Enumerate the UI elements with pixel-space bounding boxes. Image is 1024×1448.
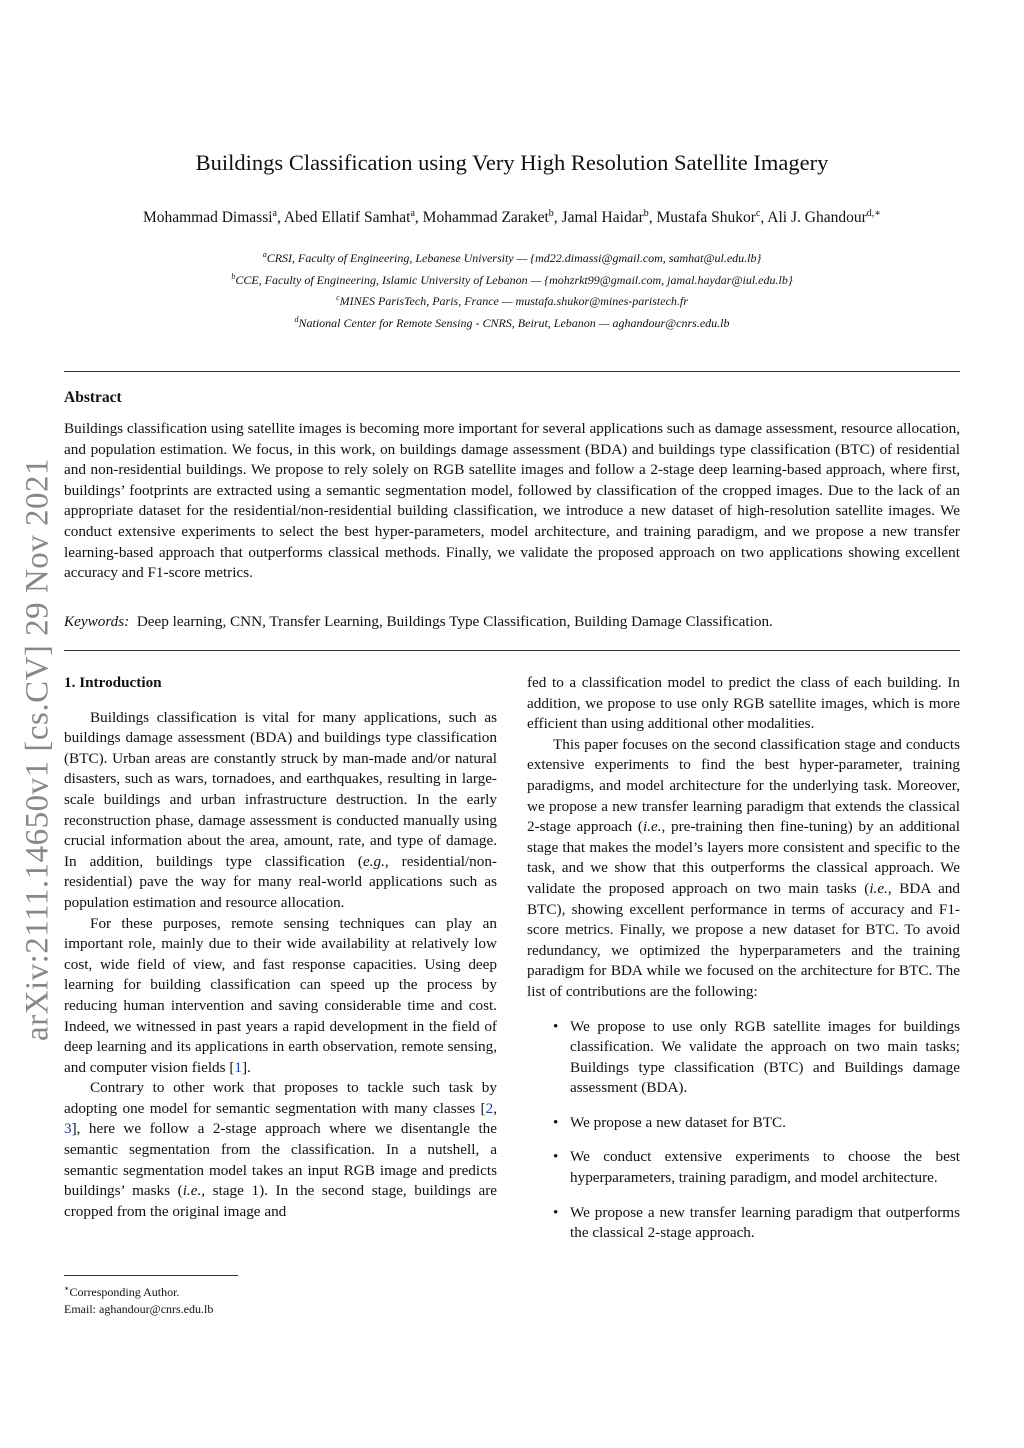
affiliation xyxy=(64,289,960,311)
affiliation-text: National Center for Remote Sensing - CNRS, Beirut, Lebanon — aghandour@cnrs.edu.lb xyxy=(298,315,730,330)
author-sup: d,∗ xyxy=(866,208,882,219)
paragraph: This paper focuses on the second classification stage and conducts extensive experiments to find the best hyper-parameter, training paradigms, and model architecture for the underlying task. Moreover, we propose a new transfer learning paradigm that extends the classical 2-stage approach (i.e., pre-training then fine-tuning) by an additional stage that makes the model’s layers more consistent and specific to the task, and we show that this outperforms the classical approach. We validate the proposed approach on two main tasks (i.e., BDA and BTC), showing excellent performance in terms of accuracy and F1-score metrics. Finally, we propose a new dataset for BTC. To avoid redundancy, we optimized the hyperparameters and the training paradigm for BDA while we focused on the architecture for BTC. The list of contributions are the following: xyxy=(527,735,960,1000)
author: Ali J. Ghandour xyxy=(767,209,867,227)
affiliation-sup: a xyxy=(262,250,267,259)
abstract-top-rule xyxy=(64,371,960,372)
paragraph: fed to a classification model to predict the class of each building. In addition, we propose to use only RGB satellite images, which is more efficient than using additional other modalities. xyxy=(527,674,960,733)
affiliation-sup: c xyxy=(336,293,340,302)
author-list: Mohammad Dimassi$^a$, Abed Ellatif Samhat$^a$, Mohammad Zaraket$^b$, Jamal Haidar$^b$, Mustafa Shukor$^c$, Ali J. Ghandour$^{d,∗}$ xyxy=(142,208,882,227)
contribution-list xyxy=(527,1017,960,1244)
author-sup: c xyxy=(755,208,761,219)
bullet-icon: • xyxy=(553,1148,559,1166)
keywords-text: Deep learning, CNN, Transfer Learning, Buildings Type Classification, Building Damage Classification. xyxy=(136,613,773,630)
footnote-email: Email: aghandour@cnrs.edu.lb xyxy=(64,1302,214,1316)
citation-link[interactable]: 2 xyxy=(485,1099,494,1117)
arxiv-stamp: arXiv:2111.14650v1 [cs.CV] 29 Nov 2021 xyxy=(19,458,56,1042)
bullet-icon: • xyxy=(553,1203,559,1221)
list-item: • We propose to use only RGB satellite images for buildings classification. We validate the approach on two main tasks; Buildings type classification (BTC) and Buildings damage assessment (BDA). xyxy=(553,1017,960,1097)
author: Mustafa Shukor xyxy=(656,209,756,227)
bullet-icon: • xyxy=(553,1113,559,1131)
abstract-heading: Abstract xyxy=(64,389,122,406)
author: Abed Ellatif Samhat xyxy=(283,209,411,227)
author: Jamal Haidar xyxy=(561,209,644,227)
author-sup: b xyxy=(643,208,649,219)
citation-link[interactable]: 3 xyxy=(64,1120,72,1138)
affiliation-text: MINES ParisTech, Paris, France — mustafa.shukor@mines-paristech.fr xyxy=(339,294,688,308)
keywords xyxy=(64,613,960,631)
affiliation-sup: b xyxy=(231,271,236,281)
paragraph: Contrary to other work that proposes to tackle such task by adopting one model for semantic segmentation with many classes [2, 3], here we follow a 2-stage approach where we disentangle the semantic segmentation from the classification. In a nutshell, a semantic segmentation model takes an input RGB image and predicts buildings’ masks (i.e., stage 1). In the second stage, buildings are cropped from the original image and xyxy=(64,1079,497,1220)
paragraph: Buildings classification is vital for many applications, such as buildings damage assessment (BDA) and buildings type classification (BTC). Urban areas are constantly struck by man-made and/or natural disasters, such as wars, tornadoes, and earthquakes, resulting in large-scale buildings and urban infrastructure destruction. In the early reconstruction phase, damage assessment is conducted manually using crucial information about the area, amount, rate, and type of damage. In addition, buildings type classification (e.g., residential/non-residential) pave the way for many real-world applications such as population estimation and resource allocation. xyxy=(64,708,497,911)
section-heading: 1. Introduction xyxy=(64,674,162,691)
author-sup: b xyxy=(548,208,554,219)
paragraph: For these purposes, remote sensing techniques can play an important role, mainly due to their wide availability at relatively low cost, wide field of view, and fast response capacities. Using deep learning for building classification can speed up the process by reducing human intervention and saving considerable time and cost. Indeed, we witnessed in past years a rapid development in the field of deep learning and its applications in earth observation, remote sensing, and computer vision fields [1]. xyxy=(64,914,497,1076)
footnote-rule xyxy=(64,1275,238,1276)
affiliation xyxy=(64,268,960,290)
left-column xyxy=(64,673,497,1222)
footnote xyxy=(64,1280,213,1318)
paper-title: Buildings Classification using Very High Resolution Satellite Imagery xyxy=(195,150,829,175)
bullet-icon: • xyxy=(553,1017,559,1035)
corresponding-author-note: ∗Corresponding Author. xyxy=(64,1284,180,1299)
keywords-label: Keywords: xyxy=(64,613,130,630)
affiliation-text: CRSI, Faculty of Engineering, Lebanese University — {md22.dimassi@gmail.com, samhat@ul.edu.lb} xyxy=(266,251,762,265)
list-item: • We conduct extensive experiments to choose the best hyperparameters, training paradigm, and model architecture. xyxy=(553,1148,960,1187)
author-sup: a xyxy=(272,208,277,219)
affiliation-text: CCE, Faculty of Engineering, Islamic University of Lebanon — {mohzrkt99@gmail.com, jamal.haydar@iul.edu.lb} xyxy=(235,272,793,287)
affiliation xyxy=(64,246,960,268)
right-column xyxy=(527,673,960,1258)
affiliation-sup: d xyxy=(294,314,299,324)
list-item: • We propose a new transfer learning paradigm that outperforms the classical 2-stage approach. xyxy=(553,1203,960,1242)
affiliation xyxy=(64,311,960,333)
abstract-text: Buildings classification using satellite images is becoming more important for several applications such as damage assessment, resource allocation, and population estimation. We focus, in this work, on buildings damage assessment (BDA) and buildings type classification (BTC) of residential and non-residential buildings. We propose to rely solely on RGB satellite images and follow a 2-stage deep learning-based approach, where first, buildings’ footprints are extracted using a semantic segmentation model, followed by classification of the cropped images. Due to the lack of an appropriate dataset for the residential/non-residential building classification, we introduce a new dataset of high-resolution satellite images. We conduct extensive experiments to select the best hyper-parameters, model architecture, and training paradigm, and we propose a new transfer learning-based approach that outperforms classical methods. Finally, we validate the proposed approach on two applications showing excellent accuracy and F1-score metrics. xyxy=(64,420,960,582)
list-item: • We propose a new dataset for BTC. xyxy=(527,1113,960,1134)
author: Mohammad Dimassi xyxy=(142,209,273,227)
author-sup: a xyxy=(410,208,415,219)
abstract-bottom-rule xyxy=(64,650,960,651)
affiliations xyxy=(64,246,960,332)
citation-link[interactable]: 1 xyxy=(234,1058,242,1076)
author: Mohammad Zaraket xyxy=(422,209,549,227)
